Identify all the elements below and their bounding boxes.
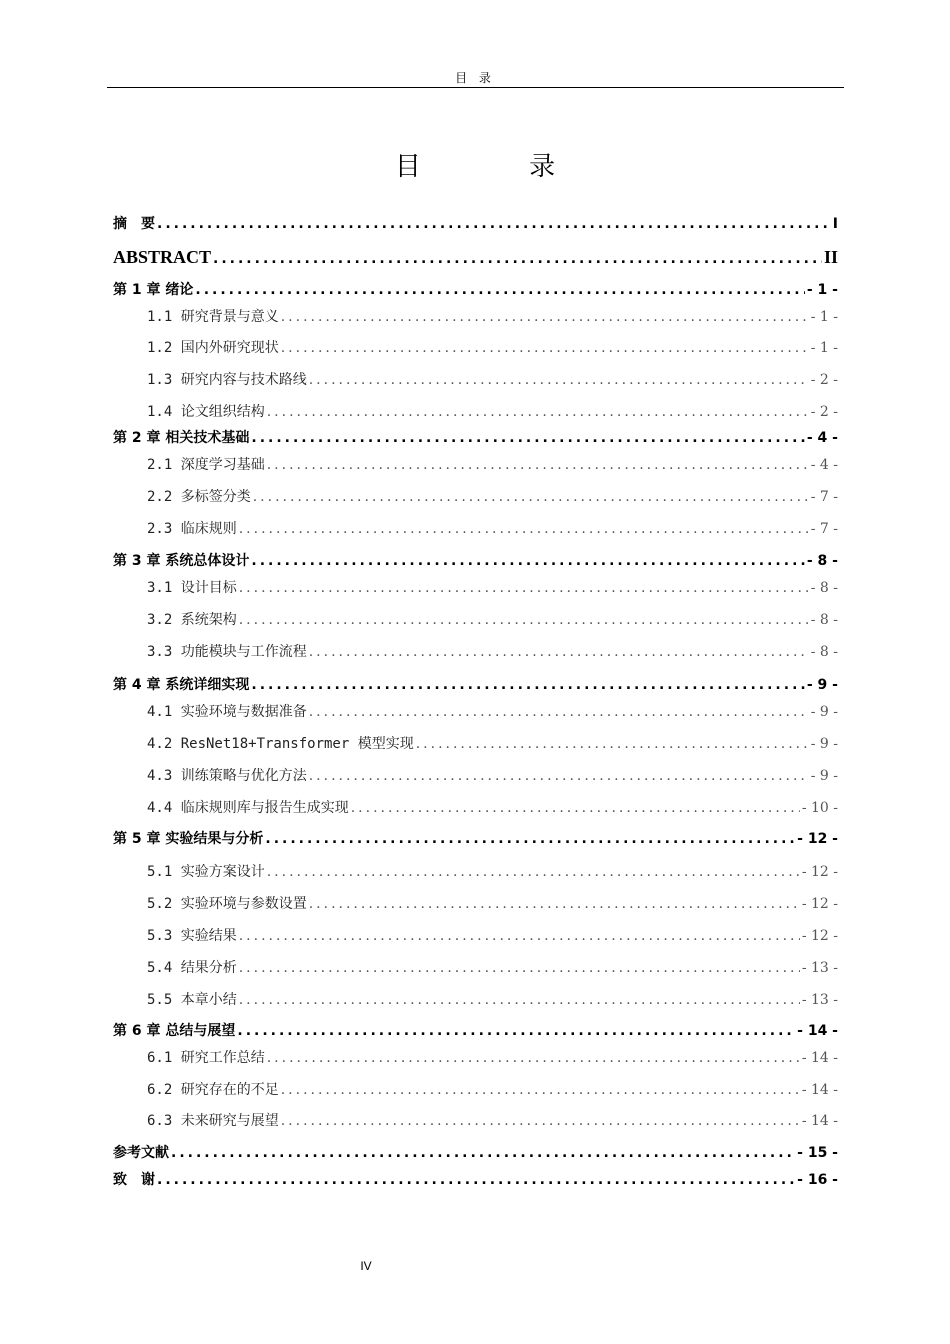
toc-chapter-entry[interactable] (113, 247, 838, 269)
toc-entry-label: 第 1 章 绪论 (113, 282, 194, 298)
toc-entry-page: - 12 - (801, 896, 838, 912)
toc-entry-page: - 9 - (810, 768, 838, 784)
toc-entry-label: 1.1 研究背景与意义 (147, 309, 279, 325)
toc-dot-leader (281, 1111, 800, 1131)
toc-chapter-entry[interactable] (113, 1021, 838, 1041)
toc-chapter-entry[interactable] (113, 1143, 838, 1163)
toc-section-entry[interactable] (147, 642, 838, 662)
toc-section-entry[interactable] (147, 487, 838, 507)
toc-chapter-entry[interactable] (113, 428, 838, 448)
toc-section-entry[interactable] (147, 455, 838, 475)
toc-entry-page: - 9 - (810, 704, 838, 720)
toc-dot-leader (239, 926, 800, 946)
toc-dot-leader (309, 370, 809, 390)
toc-dot-leader (239, 610, 809, 630)
page-title: 目 录 (394, 152, 606, 182)
toc-entry-page: - 8 - (810, 580, 838, 596)
toc-section-entry[interactable] (147, 958, 838, 978)
toc-entry-page: - 14 - (801, 1082, 838, 1098)
toc-dot-leader (213, 249, 822, 269)
toc-entry-label: 5.1 实验方案设计 (147, 864, 265, 880)
toc-entry-label: 5.3 实验结果 (147, 928, 237, 944)
toc-dot-leader (251, 428, 805, 448)
toc-entry-page: - 1 - (810, 309, 838, 325)
toc-section-entry[interactable] (147, 1111, 838, 1131)
toc-entry-label: 3.3 功能模块与工作流程 (147, 644, 307, 660)
header-rule (107, 87, 844, 88)
toc-dot-leader (267, 402, 809, 422)
toc-entry-label: 2.3 临床规则 (147, 521, 237, 537)
toc-entry-label: 参考文献 (113, 1145, 169, 1161)
toc-entry-label: 3.1 设计目标 (147, 580, 237, 596)
toc-entry-page: - 12 - (801, 928, 838, 944)
toc-dot-leader (281, 307, 809, 327)
toc-dot-leader (309, 642, 809, 662)
toc-entry-label: 5.4 结果分析 (147, 960, 237, 976)
toc-dot-leader (239, 958, 800, 978)
toc-section-entry[interactable] (147, 862, 838, 882)
toc-section-entry[interactable] (147, 926, 838, 946)
toc-entry-page: - 7 - (810, 521, 838, 537)
toc-entry-page: I (832, 216, 838, 232)
toc-section-entry[interactable] (147, 307, 838, 327)
toc-entry-label: 2.1 深度学习基础 (147, 457, 265, 473)
toc-entry-page: - 2 - (810, 372, 838, 388)
toc-entry-page: - 10 - (801, 800, 838, 816)
toc-section-entry[interactable] (147, 1048, 838, 1068)
toc-entry-label: 6.1 研究工作总结 (147, 1050, 265, 1066)
toc-entry-label: 第 6 章 总结与展望 (113, 1023, 236, 1039)
toc-entry-label: 4.2 ResNet18+Transformer 模型实现 (147, 736, 414, 752)
toc-chapter-entry[interactable] (113, 214, 838, 234)
toc-entry-label: 5.2 实验环境与参数设置 (147, 896, 307, 912)
toc-entry-label: 第 3 章 系统总体设计 (113, 553, 250, 569)
toc-entry-label: 4.4 临床规则库与报告生成实现 (147, 800, 349, 816)
toc-section-entry[interactable] (147, 338, 838, 358)
toc-chapter-entry[interactable] (113, 551, 838, 571)
toc-dot-leader (239, 990, 800, 1010)
toc-section-entry[interactable] (147, 578, 838, 598)
toc-entry-label: 6.2 研究存在的不足 (147, 1082, 279, 1098)
toc-entry-label: 5.5 本章小结 (147, 992, 237, 1008)
toc-entry-label: 1.3 研究内容与技术路线 (147, 372, 307, 388)
toc-section-entry[interactable] (147, 702, 838, 722)
toc-chapter-entry[interactable] (113, 675, 838, 695)
toc-entry-page: - 4 - (810, 457, 838, 473)
toc-section-entry[interactable] (147, 894, 838, 914)
toc-entry-label: ABSTRACT (113, 247, 212, 267)
toc-dot-leader (281, 338, 809, 358)
toc-chapter-entry[interactable] (113, 1170, 838, 1190)
toc-dot-leader (265, 829, 795, 849)
toc-entry-label: 3.2 系统架构 (147, 612, 237, 628)
toc-dot-leader (309, 702, 809, 722)
toc-entry-page: - 12 - (801, 864, 838, 880)
toc-dot-leader (157, 214, 831, 234)
toc-dot-leader (239, 578, 809, 598)
toc-section-entry[interactable] (147, 610, 838, 630)
toc-entry-label: 6.3 未来研究与展望 (147, 1113, 279, 1129)
toc-entry-page: - 14 - (801, 1050, 838, 1066)
toc-entry-page: - 9 - (806, 677, 838, 693)
toc-dot-leader (267, 862, 800, 882)
toc-section-entry[interactable] (147, 1080, 838, 1100)
toc-section-entry[interactable] (147, 370, 838, 390)
toc-entry-page: - 7 - (810, 489, 838, 505)
page-number: IV (360, 1259, 372, 1273)
toc-entry-page: - 2 - (810, 404, 838, 420)
toc-dot-leader (251, 675, 805, 695)
toc-entry-label: 第 5 章 实验结果与分析 (113, 831, 264, 847)
toc-section-entry[interactable] (147, 798, 838, 818)
toc-entry-label: 4.1 实验环境与数据准备 (147, 704, 307, 720)
toc-dot-leader (237, 1021, 795, 1041)
toc-dot-leader (267, 1048, 800, 1068)
toc-dot-leader (171, 1143, 795, 1163)
toc-entry-page: - 8 - (806, 553, 838, 569)
toc-entry-page: - 14 - (801, 1113, 838, 1129)
toc-dot-leader (251, 551, 805, 571)
toc-section-entry[interactable] (147, 734, 838, 754)
toc-chapter-entry[interactable] (113, 280, 838, 300)
toc-entry-page: - 8 - (810, 612, 838, 628)
toc-section-entry[interactable] (147, 402, 838, 422)
toc-entry-label: 致 谢 (113, 1172, 155, 1188)
toc-section-entry[interactable] (147, 766, 838, 786)
toc-entry-label: 1.2 国内外研究现状 (147, 340, 279, 356)
toc-dot-leader (351, 798, 800, 818)
toc-entry-label: 1.4 论文组织结构 (147, 404, 265, 420)
toc-entry-page: - 12 - (797, 831, 838, 847)
toc-entry-page: - 8 - (810, 644, 838, 660)
toc-dot-leader (195, 280, 805, 300)
toc-entry-label: 2.2 多标签分类 (147, 489, 251, 505)
toc-entry-page: - 14 - (797, 1023, 838, 1039)
toc-entry-page: - 16 - (797, 1172, 838, 1188)
toc-dot-leader (267, 455, 809, 475)
running-header: 目 录 (455, 71, 495, 85)
toc-section-entry[interactable] (147, 519, 838, 539)
toc-dot-leader (253, 487, 809, 507)
toc-entry-page: - 13 - (801, 992, 838, 1008)
toc-dot-leader (309, 766, 809, 786)
toc-entry-page: - 1 - (810, 340, 838, 356)
toc-entry-label: 第 4 章 系统详细实现 (113, 677, 250, 693)
toc-entry-page: - 1 - (806, 282, 838, 298)
toc-entry-page: - 9 - (810, 736, 838, 752)
toc-dot-leader (157, 1170, 795, 1190)
toc-entry-label: 摘 要 (113, 216, 155, 232)
toc-dot-leader (281, 1080, 800, 1100)
toc-entry-label: 4.3 训练策略与优化方法 (147, 768, 307, 784)
toc-entry-page: - 15 - (797, 1145, 838, 1161)
toc-dot-leader (416, 734, 809, 754)
toc-section-entry[interactable] (147, 990, 838, 1010)
toc-dot-leader (309, 894, 800, 914)
toc-entry-page: - 13 - (801, 960, 838, 976)
toc-entry-page: - 4 - (806, 430, 838, 446)
toc-entry-page: II (823, 247, 838, 267)
toc-dot-leader (239, 519, 809, 539)
toc-entry-label: 第 2 章 相关技术基础 (113, 430, 250, 446)
toc-chapter-entry[interactable] (113, 829, 838, 849)
